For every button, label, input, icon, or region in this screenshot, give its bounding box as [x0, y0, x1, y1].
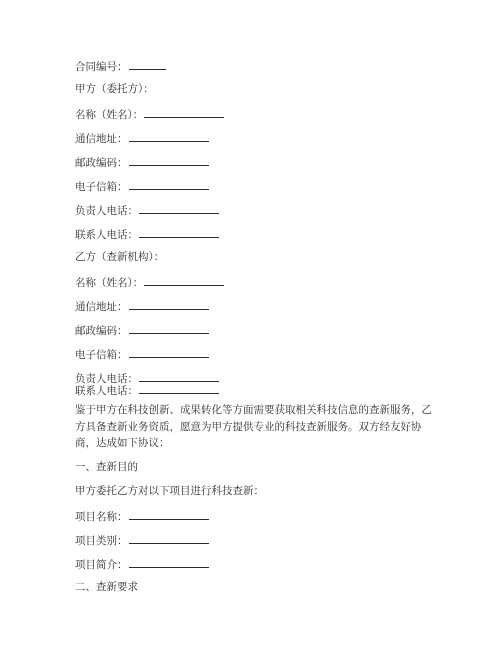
section-1-heading [75, 460, 138, 474]
party-a-postcode-blank [129, 154, 209, 166]
section-2-heading [75, 580, 138, 594]
party-a-email-line [75, 178, 209, 194]
party-a-leader-phone-label: 负责人电话： [75, 205, 138, 217]
section-2-heading-text: 二、查新要求 [75, 581, 138, 593]
party-b-address-line [75, 298, 209, 314]
party-a-heading-text: 甲方（委托方）： [75, 83, 154, 95]
section-1-intro [75, 484, 264, 498]
party-b-contact-phone-line [75, 382, 219, 398]
party-a-address-line [75, 130, 209, 146]
party-b-name-label: 名称（姓名）： [75, 277, 144, 289]
party-b-leader-phone-label: 负责人电话： [75, 373, 138, 385]
party-b-postcode-label: 邮政编码： [75, 325, 128, 337]
section-1-heading-text: 一、查新目的 [75, 461, 138, 473]
party-b-postcode-line [75, 322, 209, 338]
party-a-postcode-label: 邮政编码： [75, 157, 128, 169]
preamble-paragraph: 鉴于甲方在科技创新、成果转化等方面需要获取相关科技信息的查新服务，乙方具备查新业务资质，愿意为甲方提供专业的科技查新服务。双方经友好协商，达成如下协议： [75, 404, 432, 449]
party-a-address-blank [129, 130, 209, 142]
project-name-label: 项目名称： [75, 511, 128, 523]
party-b-contact-phone-label: 联系人电话： [75, 385, 138, 397]
party-b-name-line [75, 274, 224, 290]
party-a-name-label: 名称（姓名）： [75, 109, 144, 121]
party-a-contact-phone-line [75, 226, 219, 242]
project-name-line [75, 508, 209, 524]
project-category-blank [129, 532, 209, 544]
party-a-name-line [75, 106, 224, 122]
party-a-email-label: 电子信箱： [75, 181, 128, 193]
party-a-contact-phone-blank [139, 226, 219, 238]
party-a-contact-phone-label: 联系人电话： [75, 229, 138, 241]
party-a-leader-phone-blank [139, 202, 219, 214]
party-b-email-label: 电子信箱： [75, 349, 128, 361]
party-a-address-label: 通信地址： [75, 133, 128, 145]
contract-number-line [75, 58, 166, 74]
party-b-postcode-blank [129, 322, 209, 334]
party-a-name-blank [144, 106, 224, 118]
party-b-contact-phone-blank [139, 382, 219, 394]
party-b-name-blank [144, 274, 224, 286]
project-summary-label: 项目简介： [75, 559, 128, 571]
party-b-heading [75, 250, 164, 264]
party-b-email-blank [129, 346, 209, 358]
contract-number-label: 合同编号： [75, 61, 128, 73]
section-1-intro-text: 甲方委托乙方对以下项目进行科技查新： [75, 485, 264, 497]
party-b-leader-phone-blank [139, 370, 219, 382]
party-b-email-line [75, 346, 209, 362]
party-a-leader-phone-line [75, 202, 219, 218]
party-b-heading-text: 乙方（查新机构）： [75, 251, 165, 263]
party-b-address-blank [129, 298, 209, 310]
party-a-postcode-line [75, 154, 209, 170]
party-a-heading [75, 82, 154, 96]
party-a-email-blank [129, 178, 209, 190]
party-b-address-label: 通信地址： [75, 301, 128, 313]
contract-number-blank [129, 58, 166, 70]
project-category-label: 项目类别： [75, 535, 128, 547]
project-summary-line [75, 556, 209, 572]
project-summary-blank [129, 556, 209, 568]
project-name-blank [129, 508, 209, 520]
project-category-line [75, 532, 209, 548]
